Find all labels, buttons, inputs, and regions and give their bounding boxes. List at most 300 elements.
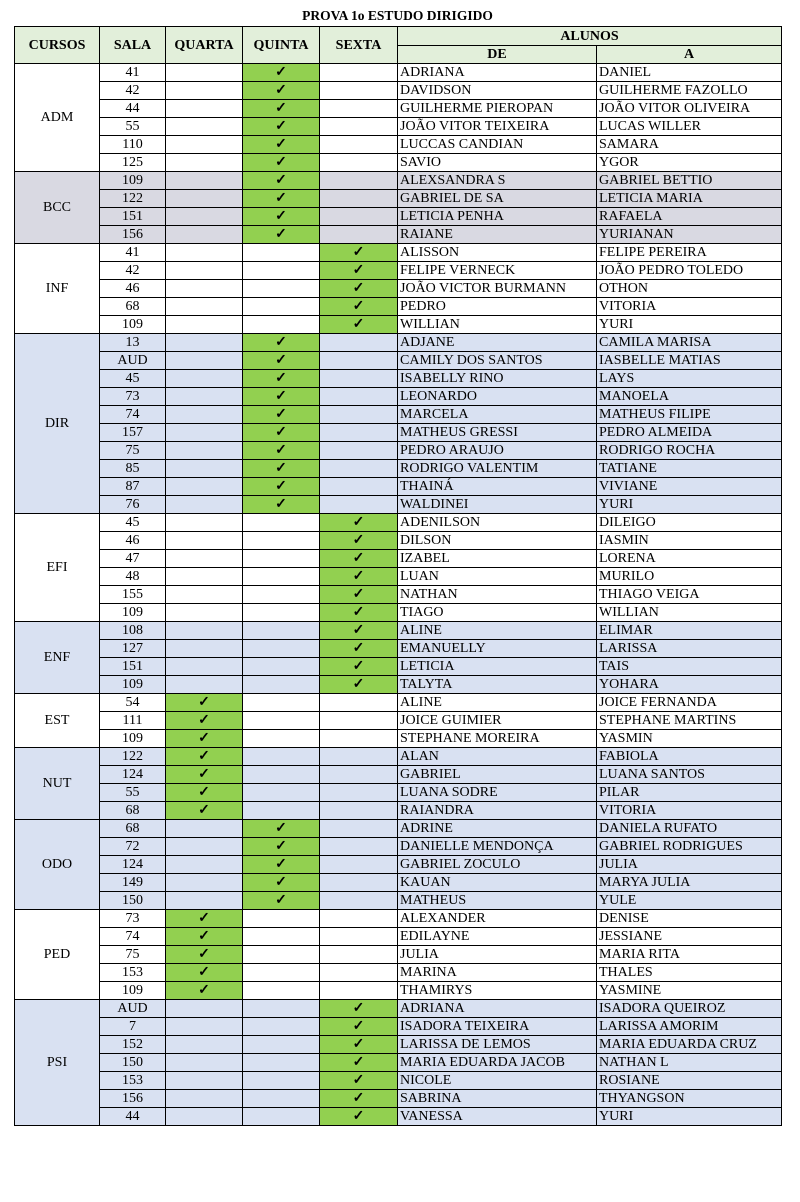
day-cell-quinta: [243, 460, 320, 478]
student-to-cell: ELIMAR: [597, 622, 782, 640]
day-cell-sexta: [320, 604, 398, 622]
day-cell-quinta: [243, 442, 320, 460]
checkmark-icon: ✓: [275, 443, 287, 458]
course-cell: PSI: [15, 1000, 100, 1126]
student-to-cell: TAIS: [597, 658, 782, 676]
student-to-cell: RAFAELA: [597, 208, 782, 226]
checkmark-icon: ✓: [352, 281, 365, 296]
day-cell-sexta: [320, 586, 398, 604]
student-to-cell: FABIOLA: [597, 748, 782, 766]
day-cell-sexta: [320, 766, 398, 784]
day-cell-quinta: [243, 262, 320, 280]
table-row: [15, 370, 782, 388]
room-cell: 151: [100, 658, 166, 676]
day-cell-sexta: [320, 154, 398, 172]
day-cell-quinta: [243, 622, 320, 640]
student-from-cell: MARINA: [398, 964, 597, 982]
checkmark-icon: ✓: [198, 785, 210, 800]
student-to-cell: MANOELA: [597, 388, 782, 406]
day-cell-sexta: [320, 1054, 398, 1072]
day-cell-sexta: [320, 748, 398, 766]
student-from-cell: PEDRO: [398, 298, 597, 316]
day-cell-quinta: [243, 118, 320, 136]
day-cell-sexta: [320, 658, 398, 676]
room-cell: 150: [100, 892, 166, 910]
checkmark-icon: ✓: [198, 695, 210, 710]
student-from-cell: ISABELLY RINO: [398, 370, 597, 388]
header-sexta: SEXTA: [320, 27, 398, 64]
checkmark-icon: ✓: [275, 875, 287, 890]
day-cell-quinta: [243, 568, 320, 586]
course-group-inf: [15, 244, 782, 334]
day-cell-sexta: [320, 838, 398, 856]
day-cell-quarta: [166, 1072, 243, 1090]
table-row: [15, 208, 782, 226]
table-row: [15, 982, 782, 1000]
day-cell-sexta: [320, 802, 398, 820]
day-cell-sexta: [320, 946, 398, 964]
day-cell-quinta: [243, 658, 320, 676]
room-cell: 109: [100, 172, 166, 190]
student-from-cell: FELIPE VERNECK: [398, 262, 597, 280]
day-cell-quinta: [243, 190, 320, 208]
header-alunos: ALUNOS: [398, 27, 782, 46]
room-cell: 110: [100, 136, 166, 154]
checkmark-icon: ✓: [352, 569, 365, 584]
student-from-cell: GABRIEL ZOCULO: [398, 856, 597, 874]
student-to-cell: JOÃO PEDRO TOLEDO: [597, 262, 782, 280]
table-row: [15, 262, 782, 280]
room-cell: 151: [100, 208, 166, 226]
table-row: [15, 136, 782, 154]
student-from-cell: ADRIANA: [398, 64, 597, 82]
room-cell: 55: [100, 784, 166, 802]
checkmark-icon: ✓: [275, 461, 287, 476]
day-cell-sexta: [320, 442, 398, 460]
day-cell-quarta: [166, 262, 243, 280]
day-cell-sexta: [320, 928, 398, 946]
student-from-cell: CAMILY DOS SANTOS: [398, 352, 597, 370]
room-cell: 149: [100, 874, 166, 892]
table-row: [15, 586, 782, 604]
checkmark-icon: ✓: [352, 623, 365, 638]
course-cell: BCC: [15, 172, 100, 244]
day-cell-quarta: [166, 856, 243, 874]
student-from-cell: JOICE GUIMIER: [398, 712, 597, 730]
student-from-cell: MARCELA: [398, 406, 597, 424]
day-cell-quarta: [166, 388, 243, 406]
table-row: [15, 496, 782, 514]
day-cell-sexta: [320, 532, 398, 550]
checkmark-icon: ✓: [352, 1073, 365, 1088]
student-to-cell: MARIA RITA: [597, 946, 782, 964]
day-cell-sexta: [320, 856, 398, 874]
room-cell: 48: [100, 568, 166, 586]
room-cell: 42: [100, 82, 166, 100]
table-row: [15, 874, 782, 892]
student-from-cell: PEDRO ARAUJO: [398, 442, 597, 460]
course-group-psi: [15, 1000, 782, 1126]
student-to-cell: GUILHERME FAZOLLO: [597, 82, 782, 100]
day-cell-quarta: [166, 118, 243, 136]
room-cell: 41: [100, 244, 166, 262]
table-row: [15, 856, 782, 874]
table-row: [15, 514, 782, 532]
day-cell-quarta: [166, 748, 243, 766]
day-cell-quarta: [166, 298, 243, 316]
day-cell-quarta: [166, 838, 243, 856]
day-cell-quarta: [166, 280, 243, 298]
table-row: [15, 1108, 782, 1126]
room-cell: 87: [100, 478, 166, 496]
student-to-cell: YURI: [597, 316, 782, 334]
day-cell-quarta: [166, 154, 243, 172]
checkmark-icon: ✓: [275, 407, 287, 422]
day-cell-quarta: [166, 550, 243, 568]
student-from-cell: JOÃO VITOR TEIXEIRA: [398, 118, 597, 136]
checkmark-icon: ✓: [198, 983, 210, 998]
table-row: [15, 298, 782, 316]
table-row: [15, 118, 782, 136]
day-cell-sexta: [320, 1000, 398, 1018]
day-cell-quinta: [243, 388, 320, 406]
day-cell-quinta: [243, 316, 320, 334]
student-from-cell: SABRINA: [398, 1090, 597, 1108]
checkmark-icon: ✓: [198, 767, 210, 782]
day-cell-sexta: [320, 172, 398, 190]
table-row: [15, 352, 782, 370]
room-cell: 127: [100, 640, 166, 658]
room-cell: 74: [100, 928, 166, 946]
table-row: [15, 190, 782, 208]
day-cell-quarta: [166, 946, 243, 964]
room-cell: 44: [100, 100, 166, 118]
day-cell-sexta: [320, 352, 398, 370]
day-cell-quarta: [166, 1018, 243, 1036]
checkmark-icon: ✓: [352, 1037, 365, 1052]
room-cell: 109: [100, 982, 166, 1000]
day-cell-quinta: [243, 586, 320, 604]
student-from-cell: THAMIRYS: [398, 982, 597, 1000]
room-cell: 54: [100, 694, 166, 712]
student-from-cell: SAVIO: [398, 154, 597, 172]
day-cell-quinta: [243, 1036, 320, 1054]
day-cell-quarta: [166, 64, 243, 82]
student-to-cell: DILEIGO: [597, 514, 782, 532]
course-cell: DIR: [15, 334, 100, 514]
checkmark-icon: ✓: [352, 659, 365, 674]
day-cell-quarta: [166, 730, 243, 748]
student-to-cell: YURI: [597, 1108, 782, 1126]
checkmark-icon: ✓: [275, 389, 287, 404]
student-from-cell: ADJANE: [398, 334, 597, 352]
checkmark-icon: ✓: [275, 371, 287, 386]
student-from-cell: LEONARDO: [398, 388, 597, 406]
day-cell-quinta: [243, 136, 320, 154]
checkmark-icon: ✓: [275, 227, 287, 242]
room-cell: 41: [100, 64, 166, 82]
student-from-cell: MATHEUS GRESSI: [398, 424, 597, 442]
student-to-cell: SAMARA: [597, 136, 782, 154]
day-cell-sexta: [320, 1036, 398, 1054]
day-cell-sexta: [320, 226, 398, 244]
page-title: PROVA 1o ESTUDO DIRIGIDO: [302, 8, 493, 23]
table-row: [15, 838, 782, 856]
student-from-cell: ADRINE: [398, 820, 597, 838]
day-cell-quinta: [243, 1072, 320, 1090]
day-cell-sexta: [320, 298, 398, 316]
course-group-ped: [15, 910, 782, 1000]
day-cell-quarta: [166, 622, 243, 640]
student-from-cell: TALYTA: [398, 676, 597, 694]
table-row: [15, 946, 782, 964]
room-cell: 74: [100, 406, 166, 424]
table-row: [15, 676, 782, 694]
room-cell: 47: [100, 550, 166, 568]
student-from-cell: JOÃO VICTOR BURMANN: [398, 280, 597, 298]
day-cell-sexta: [320, 118, 398, 136]
day-cell-sexta: [320, 1090, 398, 1108]
day-cell-quarta: [166, 244, 243, 262]
room-cell: 72: [100, 838, 166, 856]
day-cell-quinta: [243, 1054, 320, 1072]
student-from-cell: RAIANE: [398, 226, 597, 244]
checkmark-icon: ✓: [198, 947, 210, 962]
day-cell-sexta: [320, 874, 398, 892]
table-row: [15, 1072, 782, 1090]
course-group-efi: [15, 514, 782, 622]
checkmark-icon: ✓: [352, 533, 365, 548]
table-row: [15, 658, 782, 676]
student-to-cell: VIVIANE: [597, 478, 782, 496]
student-to-cell: MARIA EDUARDA CRUZ: [597, 1036, 782, 1054]
day-cell-quarta: [166, 982, 243, 1000]
header-de: DE: [398, 46, 597, 64]
student-to-cell: MURILO: [597, 568, 782, 586]
day-cell-quarta: [166, 532, 243, 550]
day-cell-sexta: [320, 496, 398, 514]
checkmark-icon: ✓: [198, 731, 210, 746]
day-cell-quarta: [166, 820, 243, 838]
room-cell: 75: [100, 442, 166, 460]
room-cell: 122: [100, 748, 166, 766]
student-from-cell: ALISSON: [398, 244, 597, 262]
checkmark-icon: ✓: [275, 209, 287, 224]
table-row: [15, 82, 782, 100]
day-cell-quinta: [243, 820, 320, 838]
day-cell-quarta: [166, 370, 243, 388]
student-to-cell: PEDRO ALMEIDA: [597, 424, 782, 442]
table-row: [15, 1090, 782, 1108]
day-cell-quarta: [166, 334, 243, 352]
student-to-cell: GABRIEL BETTIO: [597, 172, 782, 190]
day-cell-sexta: [320, 1108, 398, 1126]
course-cell: ENF: [15, 622, 100, 694]
room-cell: 45: [100, 370, 166, 388]
course-group-adm: [15, 64, 782, 172]
course-group-nut: [15, 748, 782, 820]
day-cell-sexta: [320, 82, 398, 100]
table-row: [15, 622, 782, 640]
student-from-cell: ALEXSANDRA S: [398, 172, 597, 190]
day-cell-sexta: [320, 694, 398, 712]
course-cell: ADM: [15, 64, 100, 172]
day-cell-quarta: [166, 892, 243, 910]
student-from-cell: RODRIGO VALENTIM: [398, 460, 597, 478]
day-cell-quinta: [243, 496, 320, 514]
day-cell-quinta: [243, 100, 320, 118]
student-from-cell: IZABEL: [398, 550, 597, 568]
student-to-cell: MARYA JULIA: [597, 874, 782, 892]
student-from-cell: MARIA EDUARDA JACOB: [398, 1054, 597, 1072]
table-row: [15, 100, 782, 118]
day-cell-quarta: [166, 604, 243, 622]
student-to-cell: OTHON: [597, 280, 782, 298]
day-cell-sexta: [320, 100, 398, 118]
schedule-table: [14, 26, 782, 1126]
student-to-cell: YURI: [597, 496, 782, 514]
student-to-cell: ROSIANE: [597, 1072, 782, 1090]
student-from-cell: JULIA: [398, 946, 597, 964]
table-row: [15, 1018, 782, 1036]
student-to-cell: IASBELLE MATIAS: [597, 352, 782, 370]
table-row: [15, 910, 782, 928]
checkmark-icon: ✓: [198, 965, 210, 980]
room-cell: 122: [100, 190, 166, 208]
student-from-cell: ADRIANA: [398, 1000, 597, 1018]
day-cell-quarta: [166, 100, 243, 118]
room-cell: 45: [100, 514, 166, 532]
room-cell: 68: [100, 820, 166, 838]
checkmark-icon: ✓: [275, 893, 287, 908]
day-cell-quarta: [166, 784, 243, 802]
student-to-cell: JOICE FERNANDA: [597, 694, 782, 712]
room-cell: 157: [100, 424, 166, 442]
day-cell-quinta: [243, 1018, 320, 1036]
day-cell-quarta: [166, 874, 243, 892]
day-cell-sexta: [320, 1072, 398, 1090]
student-from-cell: LUCCAS CANDIAN: [398, 136, 597, 154]
checkmark-icon: ✓: [275, 83, 287, 98]
student-to-cell: LUANA SANTOS: [597, 766, 782, 784]
student-from-cell: ADENILSON: [398, 514, 597, 532]
day-cell-quarta: [166, 1036, 243, 1054]
checkmark-icon: ✓: [275, 839, 287, 854]
course-cell: NUT: [15, 748, 100, 820]
day-cell-sexta: [320, 370, 398, 388]
day-cell-sexta: [320, 640, 398, 658]
student-from-cell: ALAN: [398, 748, 597, 766]
room-cell: 85: [100, 460, 166, 478]
checkmark-icon: ✓: [275, 479, 287, 494]
student-from-cell: ALEXANDER: [398, 910, 597, 928]
day-cell-quarta: [166, 460, 243, 478]
table-row: [15, 820, 782, 838]
room-cell: 73: [100, 388, 166, 406]
checkmark-icon: ✓: [275, 119, 287, 134]
day-cell-quinta: [243, 1108, 320, 1126]
student-to-cell: GABRIEL RODRIGUES: [597, 838, 782, 856]
student-to-cell: LAYS: [597, 370, 782, 388]
day-cell-sexta: [320, 1018, 398, 1036]
student-from-cell: ALINE: [398, 694, 597, 712]
student-from-cell: VANESSA: [398, 1108, 597, 1126]
day-cell-quarta: [166, 226, 243, 244]
day-cell-quarta: [166, 496, 243, 514]
day-cell-quarta: [166, 568, 243, 586]
student-to-cell: LETICIA MARIA: [597, 190, 782, 208]
day-cell-sexta: [320, 334, 398, 352]
table-row: [15, 226, 782, 244]
checkmark-icon: ✓: [275, 173, 287, 188]
day-cell-quinta: [243, 946, 320, 964]
day-cell-quarta: [166, 1000, 243, 1018]
student-to-cell: CAMILA MARISA: [597, 334, 782, 352]
day-cell-quinta: [243, 226, 320, 244]
room-cell: 68: [100, 802, 166, 820]
checkmark-icon: ✓: [275, 191, 287, 206]
day-cell-quinta: [243, 910, 320, 928]
checkmark-icon: ✓: [352, 245, 365, 260]
student-from-cell: ALINE: [398, 622, 597, 640]
room-cell: AUD: [100, 1000, 166, 1018]
student-to-cell: VITORIA: [597, 802, 782, 820]
student-to-cell: MATHEUS FILIPE: [597, 406, 782, 424]
room-cell: 109: [100, 604, 166, 622]
student-to-cell: VITORIA: [597, 298, 782, 316]
student-from-cell: WILLIAN: [398, 316, 597, 334]
student-from-cell: MATHEUS: [398, 892, 597, 910]
day-cell-quarta: [166, 1054, 243, 1072]
checkmark-icon: ✓: [352, 677, 365, 692]
day-cell-quinta: [243, 604, 320, 622]
course-group-dir: [15, 334, 782, 514]
student-to-cell: IASMIN: [597, 532, 782, 550]
checkmark-icon: ✓: [352, 587, 365, 602]
student-to-cell: JOÃO VITOR OLIVEIRA: [597, 100, 782, 118]
student-to-cell: LARISSA AMORIM: [597, 1018, 782, 1036]
room-cell: 7: [100, 1018, 166, 1036]
day-cell-sexta: [320, 388, 398, 406]
day-cell-sexta: [320, 820, 398, 838]
day-cell-quarta: [166, 1108, 243, 1126]
table-row: [15, 784, 782, 802]
student-to-cell: JESSIANE: [597, 928, 782, 946]
day-cell-quinta: [243, 334, 320, 352]
day-cell-quinta: [243, 280, 320, 298]
day-cell-sexta: [320, 622, 398, 640]
room-cell: 153: [100, 1072, 166, 1090]
room-cell: 153: [100, 964, 166, 982]
table-row: [15, 892, 782, 910]
checkmark-icon: ✓: [275, 857, 287, 872]
student-from-cell: GUILHERME PIEROPAN: [398, 100, 597, 118]
room-cell: 125: [100, 154, 166, 172]
header-sala: SALA: [100, 27, 166, 64]
day-cell-quinta: [243, 964, 320, 982]
student-from-cell: LUANA SODRE: [398, 784, 597, 802]
room-cell: 108: [100, 622, 166, 640]
checkmark-icon: ✓: [275, 497, 287, 512]
checkmark-icon: ✓: [352, 515, 365, 530]
room-cell: 46: [100, 280, 166, 298]
day-cell-quinta: [243, 154, 320, 172]
day-cell-quarta: [166, 676, 243, 694]
room-cell: 109: [100, 676, 166, 694]
day-cell-sexta: [320, 460, 398, 478]
checkmark-icon: ✓: [352, 641, 365, 656]
student-from-cell: EMANUELLY: [398, 640, 597, 658]
